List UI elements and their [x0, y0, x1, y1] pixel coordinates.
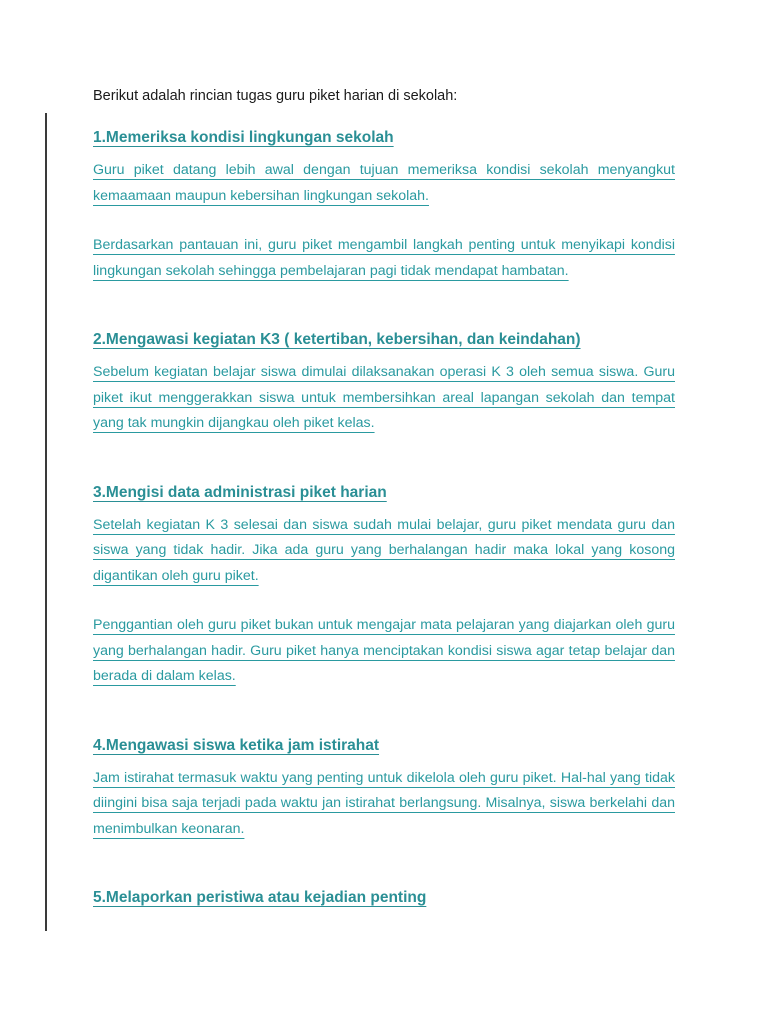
section-heading-2: 2.Mengawasi kegiatan K3 ( ketertiban, kebersihan, dan keindahan) — [93, 331, 581, 348]
section-1-paragraph-1: Guru piket datang lebih awal dengan tujuan memeriksa kondisi sekolah menyangkut kemaamaan maupun kebersihan lingkungan sekolah. — [93, 162, 675, 204]
section-heading-1: 1.Memeriksa kondisi lingkungan sekolah — [93, 129, 394, 146]
section-3-paragraph-1: Setelah kegiatan K 3 selesai dan siswa sudah mulai belajar, guru piket mendata guru dan siswa yang tidak hadir. Jika ada guru yang berhalangan hadir maka lokal yang kosong digantikan oleh guru piket. — [93, 516, 675, 584]
section-1-paragraph-2: Berdasarkan pantauan ini, guru piket mengambil langkah penting untuk menyikapi kondisi lingkungan sekolah sehingga pembelajaran pagi tidak mendapat hambatan. — [93, 237, 675, 279]
section-heading-4: 4.Mengawasi siswa ketika jam istirahat — [93, 736, 380, 754]
section-heading-3: 3.Mengisi data administrasi piket harian — [93, 483, 387, 501]
document-body — [93, 86, 675, 908]
intro-text: Berikut adalah rincian tugas guru piket harian di sekolah: — [93, 88, 458, 104]
section-3-paragraph-2: Penggantian oleh guru piket bukan untuk mengajar mata pelajaran yang diajarkan oleh guru yang berhalangan hadir. Guru piket hanya menciptakan kondisi siswa agar tetap belajar dan berada di dalam kelas. — [93, 617, 675, 684]
section-heading-5: 5.Melaporkan peristiwa atau kejadian penting — [93, 889, 427, 906]
section-4-paragraph-1: Jam istirahat termasuk waktu yang penting untuk dikelola oleh guru piket. Hal-hal yang tidak diingini bisa saja terjadi pada waktu jan istirahat berlangsung. Misalnya, siswa berkelahi dan menimbulkan keonaran. — [93, 769, 675, 837]
section-2-paragraph-1: Sebelum kegiatan belajar siswa dimulai dilaksanakan operasi K 3 oleh semua siswa. Guru piket ikut menggerakkan siswa untuk membersihkan areal lapangan sekolah dan tempat yang tak mungkin dijangkau oleh piket kelas. — [93, 364, 675, 431]
left-margin-rule — [45, 113, 47, 931]
